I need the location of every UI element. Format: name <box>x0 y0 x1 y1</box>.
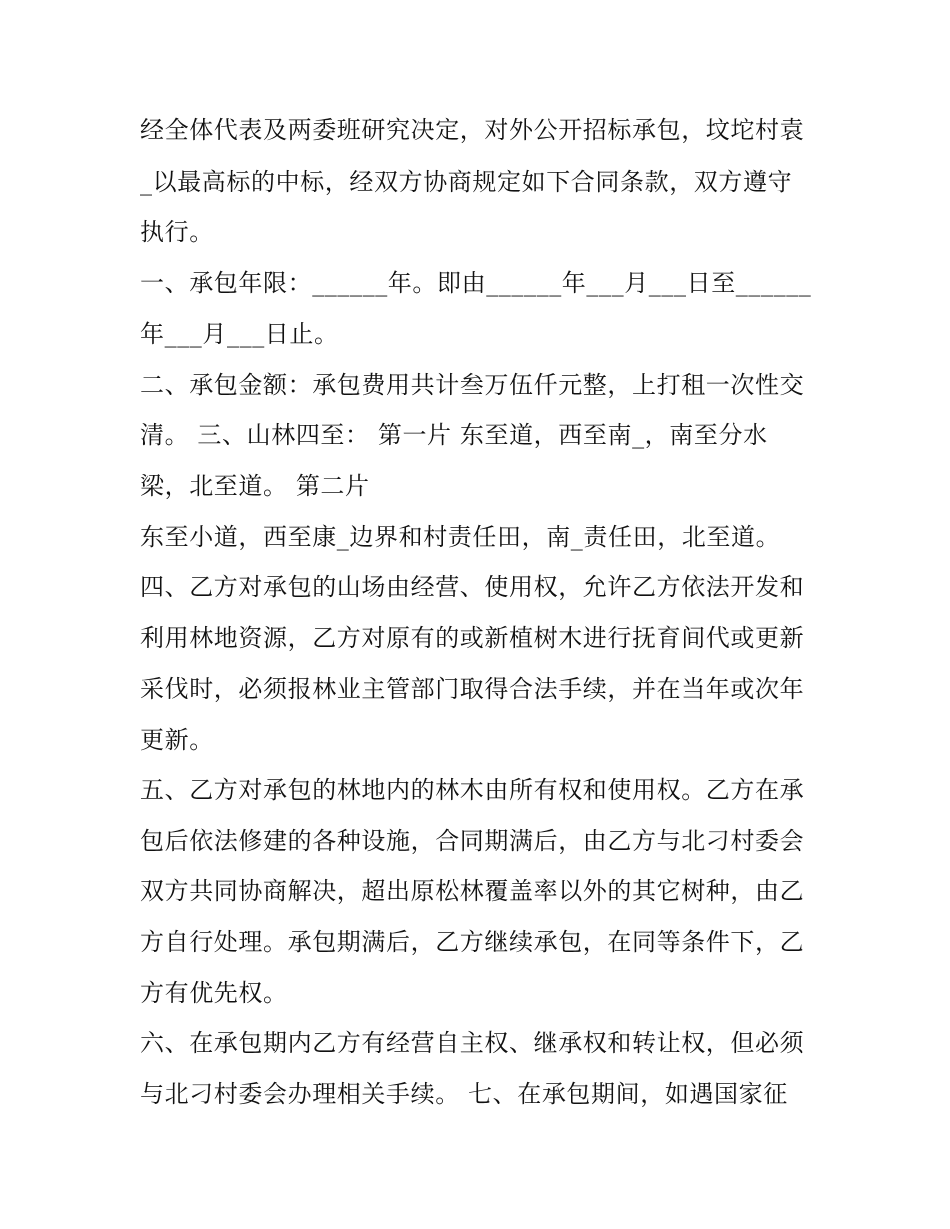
text-line: 更新。 <box>140 726 214 754</box>
text-line: 二、承包金额：承包费用共计叁万伍仟元整，上打租一次性交 <box>140 371 805 399</box>
text-line: 双方共同协商解决，超出原松林覆盖率以外的其它树种，由乙 <box>140 877 805 905</box>
text-line: 六、在承包期内乙方有经营自主权、继承权和转让权，但必须 <box>140 1029 805 1057</box>
text-line: 与北刁村委会办理相关手续。 七、在承包期间，如遇国家征 <box>140 1080 788 1108</box>
text-line: _以最高标的中标，经双方协商规定如下合同条款，双方遵守 <box>140 168 793 196</box>
text-line: 四、乙方对承包的山场由经营、使用权，允许乙方依法开发和 <box>140 573 805 601</box>
text-line: 一、承包年限：______年。即由______年___月___日至______ <box>140 269 812 297</box>
text-line: 利用林地资源，乙方对原有的或新植树木进行抚育间代或更新 <box>140 624 805 652</box>
text-line: 清。 三、山林四至： 第一片 东至道，西至南_，南至分水 <box>140 421 768 449</box>
text-line: 经全体代表及两委班研究决定，对外公开招标承包，坟坨村袁 <box>140 116 805 144</box>
text-line: 年___月___日止。 <box>140 320 339 348</box>
text-line: 东至小道，西至康_边界和村责任田，南_责任田，北至道。 <box>140 523 781 551</box>
text-line: 方自行处理。承包期满后，乙方继续承包，在同等条件下，乙 <box>140 928 805 956</box>
text-line: 包后依法修建的各种设施，合同期满后，由乙方与北刁村委会 <box>140 827 805 855</box>
text-line: 采伐时，必须报林业主管部门取得合法手续，并在当年或次年 <box>140 675 805 703</box>
text-line: 执行。 <box>140 218 214 246</box>
text-line: 方有优先权。 <box>140 979 288 1007</box>
text-line: 五、乙方对承包的林地内的林木由所有权和使用权。乙方在承 <box>140 776 805 804</box>
text-line: 梁，北至道。 第二片 <box>140 472 370 500</box>
